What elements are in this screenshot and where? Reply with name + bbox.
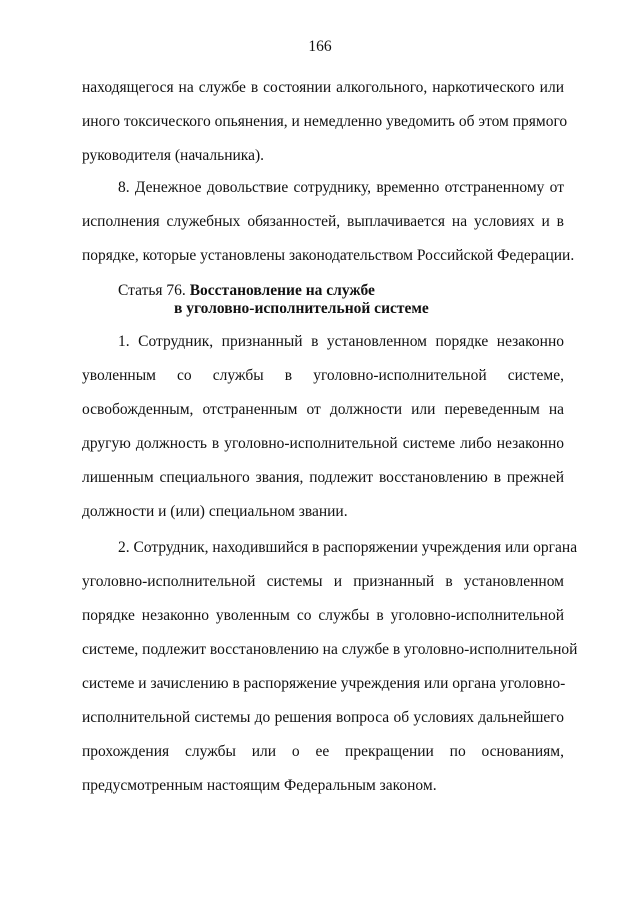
text-line: 2. Сотрудник, находившийся в распоряжении учреждения или органа [118,539,578,556]
text-line: другую должность в уголовно-исполнительной системе либо незаконно [82,435,564,452]
text-line: прохождения службы или о ее прекращении по основаниям, [82,743,564,760]
text-line: порядке, которые установлены законодательством Российской Федерации. [82,247,575,264]
paragraph-continuation [82,71,568,173]
paragraph-1 [82,325,564,529]
text-line: системе, подлежит восстановлению на службе в уголовно-исполнительной [82,641,578,658]
text-line: находящегося на службе в состоянии алкогольного, наркотического или [82,79,564,96]
text-line: уголовно-исполнительной системы и признанный в установленном [82,573,564,590]
text-line: порядке незаконно уволенным со службы в уголовно-исполнительной [82,607,564,624]
text-line: уволенным со службы в уголовно-исполнительной системе, [82,367,564,384]
text-line: иного токсического опьянения, и немедленно уведомить об этом прямого [82,113,568,130]
text-line: 1. Сотрудник, признанный в установленном порядке незаконно [118,333,564,350]
text-line: предусмотренным настоящим Федеральным законом. [82,777,437,794]
article-number: Статья 76. [118,282,186,299]
text-line: руководителя (начальника). [82,147,265,164]
paragraph-2 [82,531,578,803]
text-line: лишенным специального звания, подлежит восстановлению в прежней [82,469,564,486]
article-title-line2: в уголовно-исполнительной системе [174,300,429,317]
paragraph-8 [82,171,575,273]
text-line: 8. Денежное довольствие сотруднику, временно отстраненному от [118,179,564,196]
page-number: 166 [308,38,332,55]
text-line: должности и (или) специальном звании. [82,503,348,520]
text-line: освобожденным, отстраненным от должности или переведенным на [82,401,564,418]
text-line: системе и зачислению в распоряжение учреждения или органа уголовно- [82,675,566,692]
article-heading [118,282,429,318]
text-line: исполнительной системы до решения вопроса об условиях дальнейшего [82,709,564,726]
article-title-line1: Восстановление на службе [189,282,375,299]
text-line: исполнения служебных обязанностей, выплачивается на условиях и в [82,213,564,230]
